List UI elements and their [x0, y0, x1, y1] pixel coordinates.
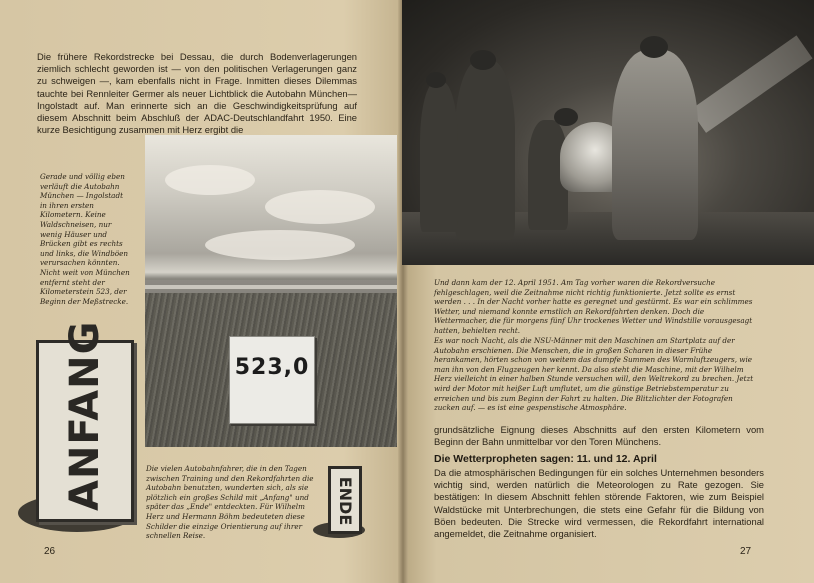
anfang-sign-text: ANFANG: [62, 320, 108, 511]
anfang-sign: [36, 320, 134, 522]
ende-sign: [328, 466, 362, 534]
signs-caption: Die vielen Autobahnfahrer, die in den Tagen zwischen Training und den Rekordfahrten die Autobahn benutzten, wunderten sich, als sie plötzlich ein großes Schild mit „Anfang" und später das „Ende" entdeckten. Für Wilhelm Herz und Hermann Böhm bedeuteten diese Schilder die einzige Orientierung auf ihrer schnellen Reise.: [146, 464, 314, 541]
person-head: [470, 50, 496, 70]
night-photo-caption-2: Es war noch Nacht, als die NSU-Männer mit den Maschinen am Startplatz auf der Autobahn erschienen. Die Menschen, die in großen Scharen in dieser Frühe herankamen, hörten schon von weitem das dumpfe Summen des Warmluftzeugers, wie man ihn von den Flugzeugen her kennt. Da also steht die Maschine, mit der Wilhelm Herz vielleicht in einer halben Stunde versuchen will, den Weltrekord zu brechen. Jetzt wird der Motor mit heißer Luft umflutet, um die günstige Betriebstemperatur zu erreichen und bis zum Beginn der Fahrt zu halten. Die Blitzlichter der Fotografen zucken auf. — es ist eine gespenstische Atmosphäre.: [434, 336, 754, 413]
left-body-paragraph: Die frühere Rekordstrecke bei Dessau, die durch Bodenverlagerungen ziemlich schlecht geworden ist — von den politischen Verlagerungen ganz zu schweigen —, kam ebenfalls nicht in Frage. Inmitten dieses Dilemmas tauchte bei Rennleiter Germer als neuer Lichtblick die Autobahn München—Ingolstadt auf. Man erinnerte sich an die Geschwindigkeitsprüfung auf diesem Abschnitt beim Abschluß der ADAC-Deutschlandfahrt 1950. Eine kurze Besichtigung zusammen mit Herz ergibt die: [37, 51, 357, 136]
person-in-trenchcoat: [612, 50, 698, 240]
right-body-paragraph-2: Da die atmosphärischen Bedingungen für ein solches Unternehmen besonders wichtig sind, werden natürlich die Meteorologen zu Rate gezogen. Sie bestätigen: In diesem Abschnitt fehlen störende Faktoren, wie zum Beispiel Waldstücke mit Unterbrechungen, die stets eine Gefahr für die Bildung von Böen bedeuten. Die Strecke wird vermessen, die Rekordfahrt international angemeldet, die Zeitnahme organisiert.: [434, 467, 764, 540]
person-head: [640, 36, 668, 58]
section-heading: Die Wetterpropheten sagen: 11. und 12. April: [434, 453, 657, 465]
person-head: [426, 72, 446, 88]
person-silhouette: [455, 60, 515, 240]
night-photo-caption-1: Und dann kam der 12. April 1951. Am Tag vorher waren die Rekordversuche fehlgeschlagen, weil die Zeitnahme nicht richtig funktionierte. Jetzt sollte es ernst werden . . . In der Nacht vorher hatte es geregnet und gestürmt. Es war ein schlimmes Wetter, und niemand konnte ernstlich an Rekordfahrten denken. Doch die Wettermacher, die für morgens fünf Uhr trockenes Wetter und Windstille vorausgesagt hatten, behielten recht.: [434, 278, 753, 335]
road-photo-caption: Gerade und völlig eben verläuft die Autobahn München — Ingolstadt in ihren ersten Kilometern. Keine Waldschneisen, nur wenig Häuser und Brücken gibt es rechts und links, die Windböen verursachen könnten. Nicht weit von München entfernt steht der Kilometerstein 523, der Beginn der Meßstrecke.: [40, 172, 130, 306]
kilometer-stone-number: 523,0: [234, 355, 310, 380]
cloud: [165, 165, 255, 195]
page-number-right: 27: [740, 546, 752, 557]
person-head: [554, 108, 578, 126]
kilometer-stone: [229, 336, 315, 424]
ende-sign-text: ENDE: [336, 476, 355, 526]
cloud: [205, 230, 355, 260]
person-silhouette: [420, 82, 458, 232]
page-number-left: 26: [44, 546, 56, 557]
right-body-paragraph-1: grundsätzliche Eignung dieses Abschnitts auf den ersten Kilometern vom Beginn der Bahn unmittelbar vor den Toren Münchens.: [434, 424, 764, 448]
cloud: [265, 190, 375, 224]
road-lane: [145, 285, 397, 289]
